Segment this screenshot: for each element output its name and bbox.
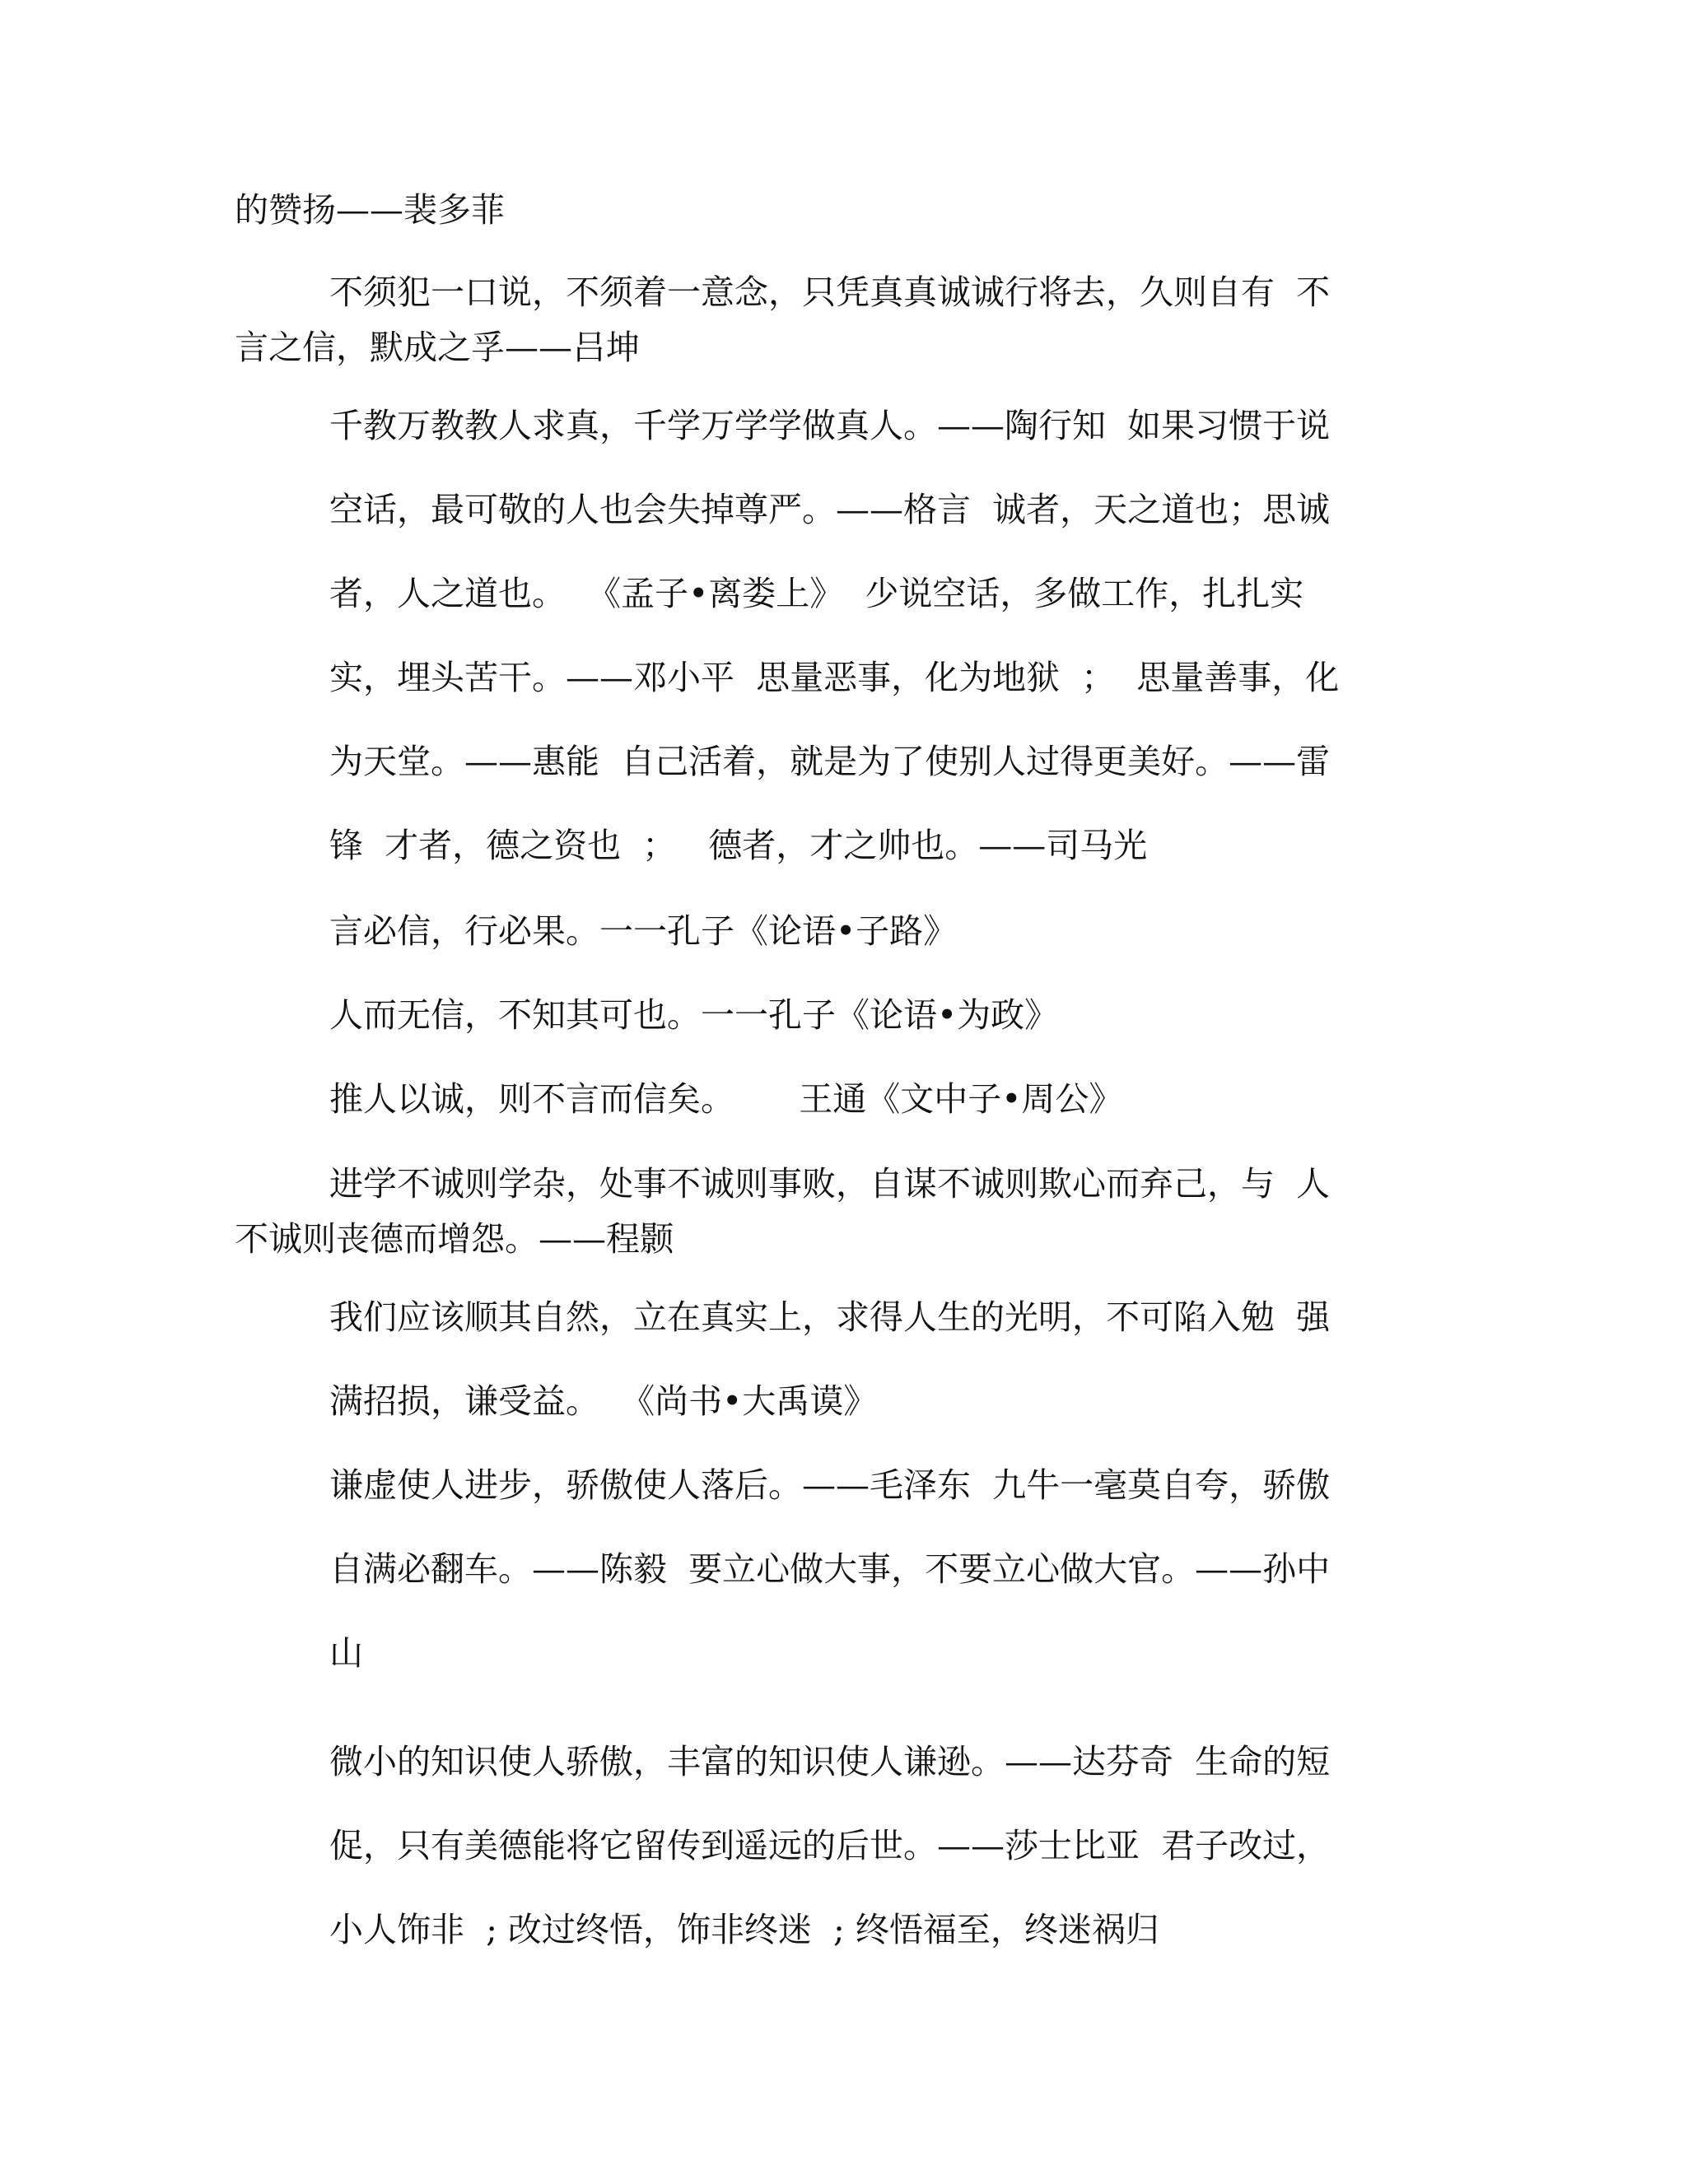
text-line: 实，埋头苦干。——邓小平 思量恶事，化为地狱 ； 思量善事，化 (329, 658, 1340, 697)
text-line: 我们应该顺其自然，立在真实上，求得人生的光明，不可陷入勉 强 (329, 1297, 1331, 1337)
text-line: 的赞扬——裴多菲 (235, 190, 505, 230)
text-line: 微小的知识使人骄傲，丰富的知识使人谦逊。——达芬奇 生命的短 (329, 1742, 1331, 1781)
text-line: 满招损，谦受益。 《尚书•大禹谟》 (329, 1381, 878, 1421)
text-line: 自满必翻车。——陈毅 要立心做大事，不要立心做大官。——孙中 (329, 1549, 1331, 1589)
text-line: 锋 才者，德之资也 ； 德者，才之帅也。——司马光 (329, 826, 1148, 865)
text-line: 谦虚使人进步，骄傲使人落后。——毛泽东 九牛一毫莫自夸，骄傲 (329, 1465, 1331, 1505)
text-line: 空话，最可敬的人也会失掉尊严。——格言 诚者，天之道也；思诚 (329, 490, 1331, 529)
text-line: 不须犯一口说，不须着一意念，只凭真真诚诚行将去，久则自有 不 (329, 272, 1331, 312)
text-line: 言之信，默成之孚——吕坤 (235, 328, 640, 367)
text-line: 进学不诚则学杂，处事不诚则事败，自谋不诚则欺心而弃己，与 人 (329, 1164, 1331, 1204)
text-line: 人而无信，不知其可也。一一孔子《论语•为政》 (329, 995, 1059, 1035)
text-line: 千教万教教人求真，千学万学学做真人。——陶行知 如果习惯于说 (329, 406, 1331, 445)
text-line: 言必信，行必果。一一孔子《论语•子路》 (329, 911, 958, 951)
text-line: 推人以诚，则不言而信矣。 王通《文中子•周公》 (329, 1079, 1123, 1119)
text-line: 小人饰非 ; 改过终悟，饰非终迷 ; 终悟福至，终迷祸归 (329, 1910, 1159, 1949)
text-line: 不诚则丧德而增怨。——程颢 (235, 1219, 674, 1259)
text-line: 山 (329, 1633, 363, 1673)
text-line: 者，人之道也。 《孟子•离娄上》 少说空话，多做工作，扎扎实 (329, 574, 1304, 613)
text-line: 为天堂。——惠能 自己活着，就是为了使别人过得更美好。——雷 (329, 742, 1331, 781)
text-line: 促，只有美德能将它留传到遥远的后世。——莎士比亚 君子改过， (329, 1826, 1331, 1865)
